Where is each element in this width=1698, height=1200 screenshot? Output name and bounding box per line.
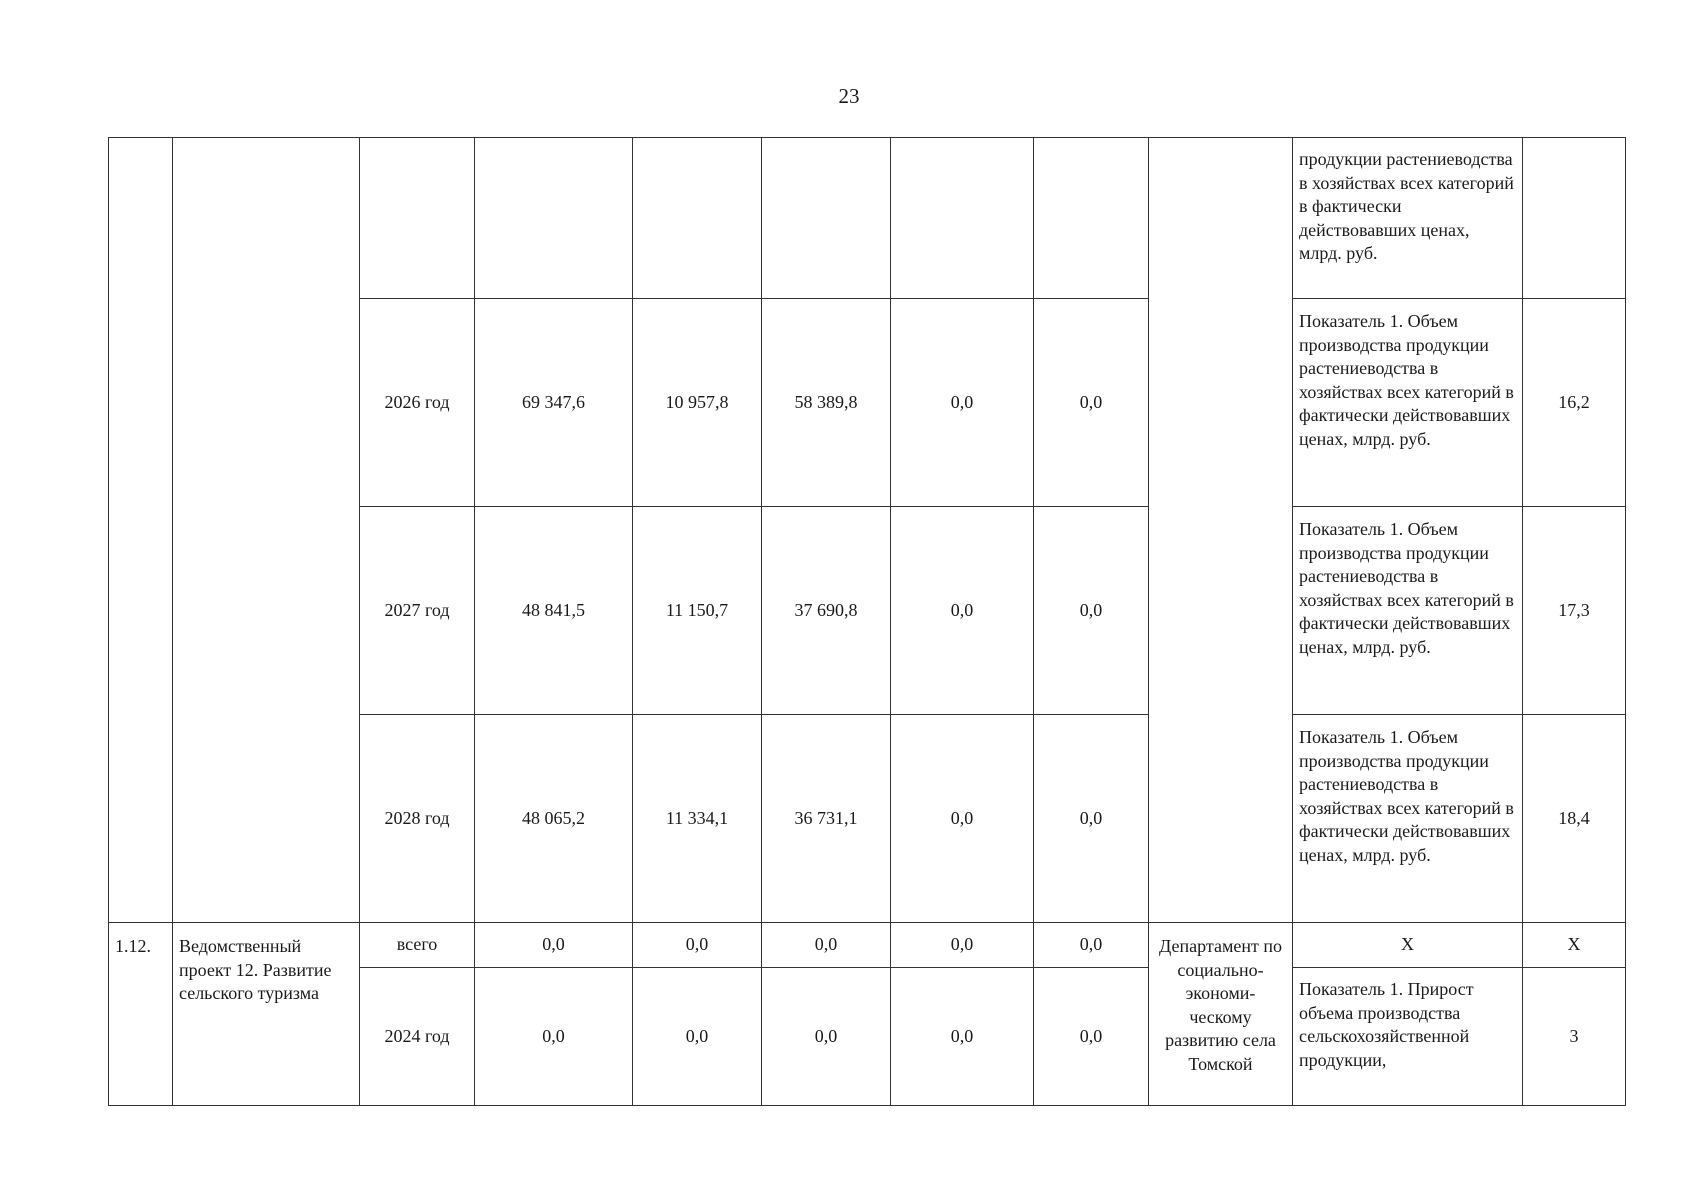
funding-cell: 58 389,8: [762, 299, 891, 507]
funding-cell: 0,0: [762, 968, 891, 1106]
funding-cell: [762, 138, 891, 299]
funding-cell: 0,0: [891, 299, 1034, 507]
total-cell: [475, 138, 633, 299]
year-cell: 2028 год: [360, 715, 475, 923]
total-cell: 0,0: [475, 968, 633, 1106]
responsible-department: Департамент по социально-экономи-ческому развитию села Томской: [1149, 923, 1293, 1106]
total-cell: 69 347,6: [475, 299, 633, 507]
total-cell: 0,0: [475, 923, 633, 968]
year-cell: 2026 год: [360, 299, 475, 507]
indicator-value-cell: 17,3: [1523, 507, 1626, 715]
year-cell: 2027 год: [360, 507, 475, 715]
year-cell: [360, 138, 475, 299]
indicator-value-cell: 18,4: [1523, 715, 1626, 923]
funding-cell: 0,0: [1034, 968, 1149, 1106]
budget-table: [108, 137, 1626, 1106]
total-cell: 48 841,5: [475, 507, 633, 715]
funding-cell: [891, 138, 1034, 299]
indicator-value-cell: 16,2: [1523, 299, 1626, 507]
funding-cell: 0,0: [891, 715, 1034, 923]
funding-cell: [1034, 138, 1149, 299]
indicator-value-cell: [1523, 138, 1626, 299]
table-row: [109, 138, 1626, 299]
funding-cell: 0,0: [1034, 299, 1149, 507]
funding-cell: 11 150,7: [633, 507, 762, 715]
indicator-cell: Показатель 1. Объем производства продукции растениеводства в хозяйствах всех категорий в фактически действовавших ценах, млрд. руб.: [1293, 715, 1523, 923]
funding-cell: 0,0: [762, 923, 891, 968]
table-row: [109, 923, 1626, 968]
indicator-value-cell: 3: [1523, 968, 1626, 1106]
indicator-cell: Показатель 1. Объем производства продукции растениеводства в хозяйствах всех категорий в фактически действовавших ценах, млрд. руб.: [1293, 507, 1523, 715]
indicator-cell: Показатель 1. Прирост объема производства сельскохозяйственной продукции,: [1293, 968, 1523, 1106]
funding-cell: [633, 138, 762, 299]
event-name-cell: [173, 138, 360, 923]
page-number: 23: [838, 84, 860, 108]
funding-cell: 0,0: [633, 968, 762, 1106]
funding-cell: 36 731,1: [762, 715, 891, 923]
indicator-cell: Х: [1293, 923, 1523, 968]
funding-cell: 0,0: [1034, 715, 1149, 923]
funding-cell: 0,0: [891, 507, 1034, 715]
funding-cell: 0,0: [891, 923, 1034, 968]
project-name: Ведомственный проект 12. Развитие сельского туризма: [173, 923, 360, 1106]
indicator-cell: Показатель 1. Объем производства продукции растениеводства в хозяйствах всех категорий в фактически действовавших ценах, млрд. руб.: [1293, 299, 1523, 507]
funding-cell: 11 334,1: [633, 715, 762, 923]
funding-cell: 10 957,8: [633, 299, 762, 507]
department-cell: [1149, 138, 1293, 923]
funding-cell: 0,0: [633, 923, 762, 968]
row-number-cell: [109, 138, 173, 923]
total-cell: 48 065,2: [475, 715, 633, 923]
indicator-cell: продукции растениеводства в хозяйствах всех категорий в фактически действовавших ценах, млрд. руб.: [1293, 138, 1523, 299]
year-cell: 2024 год: [360, 968, 475, 1106]
section-number: 1.12.: [109, 923, 173, 1106]
funding-cell: 0,0: [1034, 923, 1149, 968]
funding-cell: 0,0: [1034, 507, 1149, 715]
funding-cell: 0,0: [891, 968, 1034, 1106]
year-cell: всего: [360, 923, 475, 968]
funding-cell: 37 690,8: [762, 507, 891, 715]
indicator-value-cell: Х: [1523, 923, 1626, 968]
